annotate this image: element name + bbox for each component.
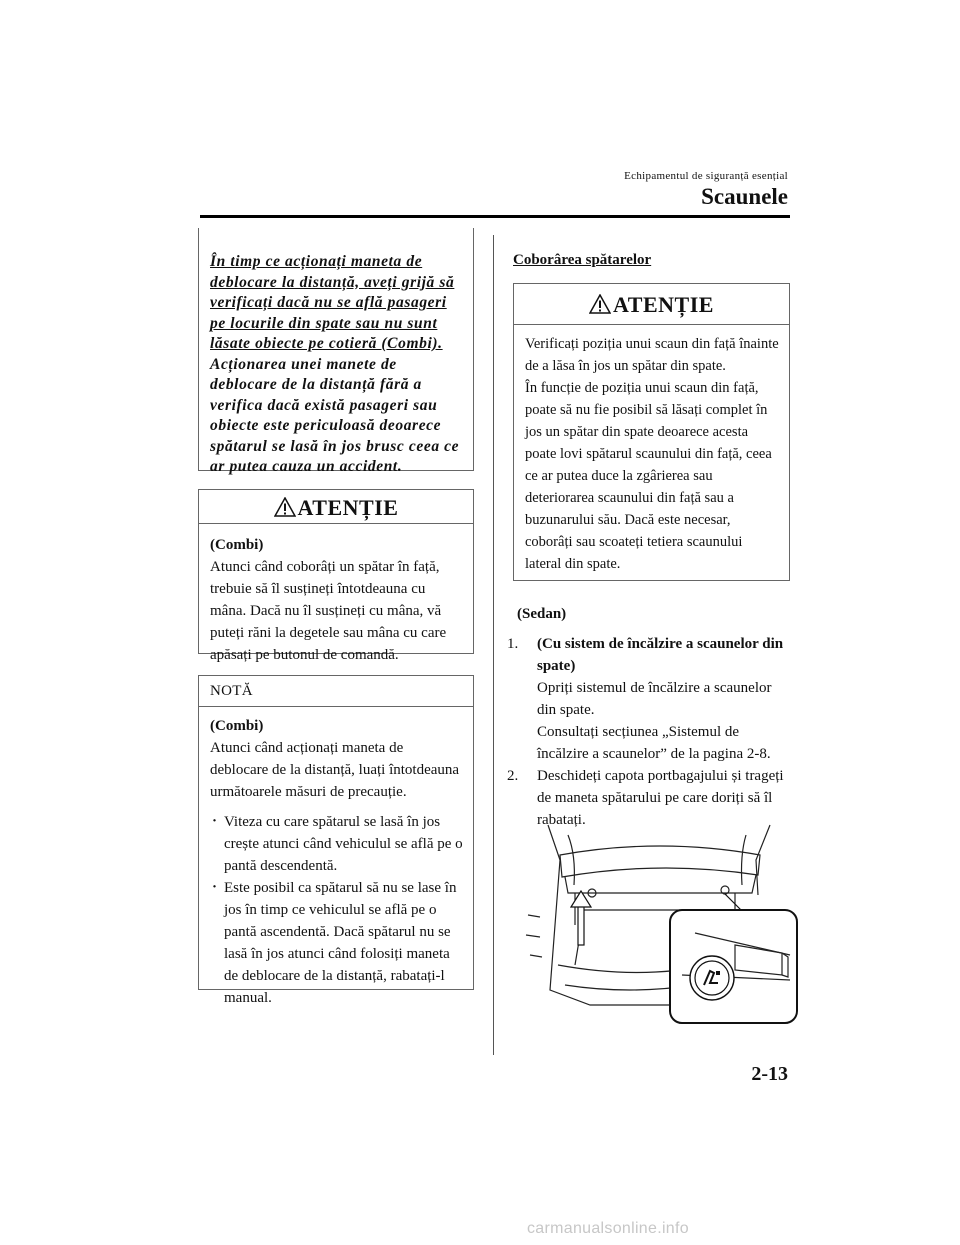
column-divider	[493, 235, 494, 1055]
note-box-combi	[198, 675, 474, 1006]
note-label: (Combi)	[210, 718, 264, 734]
caution-header	[199, 490, 473, 524]
step-2-number: 2.	[507, 768, 519, 784]
note-bullet-2: · Este posibil ca spătarul să nu se lase în jos în timp ce vehiculul se află pe o pantă ascendentă. Dacă spătarul nu se lasă în jos atunci când folosiți maneta de deblocare de la distanță, rabatați-l manual.	[210, 877, 463, 1009]
note-header	[199, 676, 473, 707]
section-header: Echipamentul de siguranță esențial	[624, 170, 788, 182]
caution-text: Atunci când coborâți un spătar în față, trebuie să îl susțineți întotdeauna cu mâna. Dacă nu îl susțineți cu mâna, vă puteți răni la degetele sau mâna cu care apăsați pe butonul de comandă.	[210, 559, 447, 663]
caution-text-right: Verificați poziția unui scaun din față înainte de a lăsa în jos un spătar din spate. În funcție de poziția unui scaun din față, poate să nu fie posibil să lăsați complet în jos un spătar din spate deoarece acesta poate lovi spătarul scaunului din față, ceea ce ar putea duce la zgârierea sau deteriorarea scaunului din față sau a buzunarului său. Dacă este necesar, coborâți sau scoateți tetiera scaunului lateral din spate.	[525, 336, 779, 572]
warning-triangle-icon	[589, 294, 611, 314]
note-text: Atunci când acționați maneta de deblocare de la distanță, luați întotdeauna următoarele măsuri de precauție.	[210, 740, 460, 800]
trunk-seatback-lever-illustration	[520, 815, 800, 1030]
step-1-condition: (Cu sistem de încălzire a scaunelor din spate)	[537, 636, 784, 674]
page-number: 2-13	[751, 1063, 788, 1085]
section-heading: Coborârea spătarelor	[513, 252, 652, 268]
caution-box-combi	[198, 489, 474, 663]
step-2-text: Deschideți capota portbagajului și trageți de maneta spătarului pe care doriți să îl rabatați.	[537, 768, 784, 828]
watermark: carmanualsonline.info	[527, 1220, 689, 1237]
sedan-label: (Sedan)	[517, 606, 567, 622]
step-1	[507, 633, 792, 765]
caution-box-seatbacks	[513, 283, 790, 581]
warning-continuation-box	[198, 228, 474, 475]
warning-plain-text: Acționarea unei manete de deblocare de la distanță fără a verifica dacă există pasageri sau obiecte este periculoasă deoarece spătarul se lasă în jos brusc ceea ce ar putea cauza un accident.	[210, 355, 460, 475]
step-1-text: Opriți sistemul de încălzire a scaunelor din spate. Consultați secțiunea „Sistemul de încălzire a scaunelor” de la pagina 2-8.	[537, 680, 772, 762]
caution-header-right	[514, 284, 789, 325]
caution-label: (Combi)	[210, 537, 264, 553]
page-title: Scaunele	[701, 184, 788, 209]
header-rule	[200, 215, 790, 218]
caution-title: ATENȚIE	[297, 495, 399, 520]
warning-underlined-text: În timp ce acționați maneta de deblocare la distanță, aveți grijă să verificați dacă nu se află pasageri pe locurile din spate sau nu sunt lăsate obiecte pe cotieră (Combi).	[210, 253, 455, 352]
note-bullet-list	[210, 811, 463, 1009]
step-1-number: 1.	[507, 636, 519, 652]
warning-triangle-icon	[274, 497, 296, 517]
steps-list	[507, 633, 792, 831]
note-title: NOTĂ	[210, 683, 253, 699]
warning-continuation-text	[199, 228, 473, 478]
caution-title-right: ATENȚIE	[613, 292, 714, 317]
note-bullet-1: · Viteza cu care spătarul se lasă în jos crește atunci când vehiculul se află pe o pantă descendentă.	[210, 811, 463, 877]
